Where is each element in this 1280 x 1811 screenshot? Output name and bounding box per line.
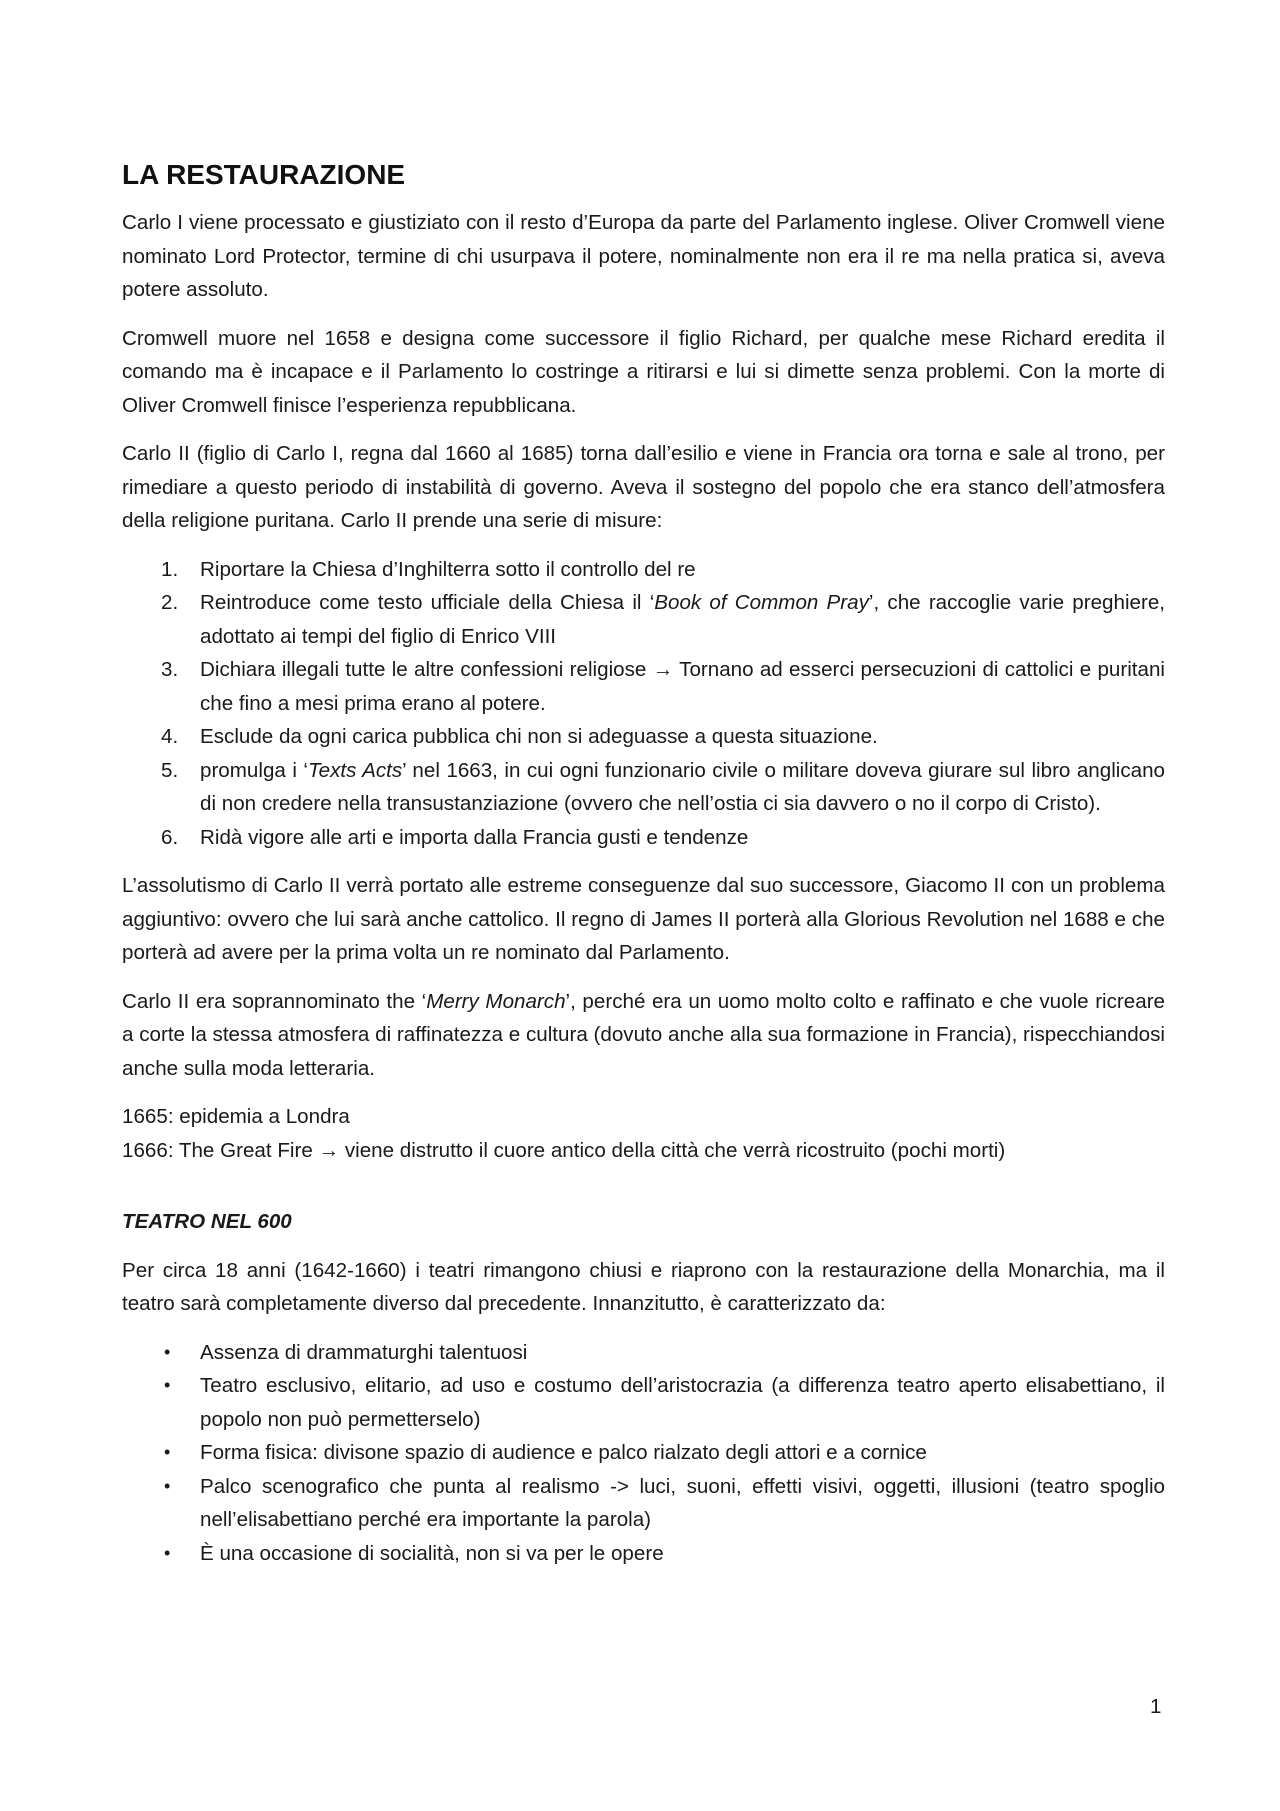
list-item-text: Teatro esclusivo, elitario, ad uso e costumo dell’aristocrazia (a differenza teatro aperto elisabettiano, il popolo non può permetterselo) [200,1374,1165,1431]
italic-title: Book of Common Pray [654,591,869,614]
list-item [122,586,1165,653]
bullet-icon: • [164,1542,171,1563]
list-item [122,1537,1165,1571]
list-item [122,1436,1165,1470]
bullet-icon: • [164,1475,171,1496]
date-line: 1665: epidemia a Londra [122,1105,350,1128]
list-item [122,1369,1165,1436]
list-item [122,553,1165,587]
list-number: 1. [161,557,179,581]
list-item [122,1336,1165,1370]
list-item-text: Forma fisica: divisone spazio di audience e palco rialzato degli attori e a cornice [200,1441,927,1464]
page-title: LA RESTAURAZIONE [122,159,406,190]
paragraph-absolutism: L’assolutismo di Carlo II verrà portato alle estreme conseguenze dal suo successore, Giacomo II con un problema aggiuntivo: ovvero che lui sarà anche cattolico. Il regno di James II porterà alla Glorious Revolution nel 1688 e che porterà ad avere per la prima volta un re nominato dal Parlamento. [122,874,1165,964]
list-number: 6. [161,825,179,849]
paragraph-cromwell-death: Cromwell muore nel 1658 e designa come successore il figlio Richard, per qualche mese Richard eredita il comando ma è incapace e il Parlamento lo costringe a ritirarsi e lui si dimette senza problemi. Con la morte di Oliver Cromwell finisce l’esperienza repubblicana. [122,326,1165,417]
list-item-text: ’ nel 1663, in cui ogni funzionario civile o militare doveva giurare sul libro anglicano di non credere nella transustanziazione (ovvero che nell’ostia ci sia davvero o no il corpo di Cristo). [200,758,1166,815]
bullet-icon: • [164,1442,171,1462]
paragraph-text: Carlo II era soprannominato the ‘ [122,989,427,1013]
list-item-text: Esclude da ogni carica pubblica chi non si adeguasse a questa situazione. [200,725,878,748]
list-item-text: Dichiara illegali tutte le altre confessioni religiose → Tornano ad esserci persecuzioni di cattolici e puritani che fino a mesi prima erano al potere. [200,658,1165,715]
section-heading-theatre: TEATRO NEL 600 [122,1210,292,1233]
italic-title: Merry Monarch [426,989,566,1013]
list-item [122,720,1165,754]
list-item-text: Palco scenografico che punta al realismo -> luci, suoni, effetti visivi, oggetti, illusioni (teatro spoglio nell’elisabettiano perché era importante la parola) [200,1474,1165,1531]
list-item-text: ’, che raccoglie varie preghiere, adottato ai tempi del figlio di Enrico VIII [200,591,1166,648]
paragraph-theatre-intro: Per circa 18 anni (1642-1660) i teatri rimangono chiusi e riaprono con la restaurazione della Monarchia, ma il teatro sarà completamente diverso dal precedente. Innanzitutto, è caratterizzato da: [122,1258,1165,1315]
list-item-text: Ridà vigore alle arti e importa dalla Francia gusti e tendenze [200,825,749,849]
list-item [122,754,1165,821]
list-item [122,821,1165,855]
list-number: 5. [161,758,179,782]
paragraph-merry-monarch [122,985,1165,1086]
list-number: 3. [161,658,179,681]
measures-list [122,553,1165,855]
bullet-icon: • [164,1341,171,1362]
list-item-text: Assenza di drammaturghi talentuosi [200,1340,528,1364]
list-item-text: È una occasione di socialità, non si va per le opere [200,1541,664,1565]
paragraph-cromwell-protector: Carlo I viene processato e giustiziato con il resto d’Europa da parte del Parlamento inglese. Oliver Cromwell viene nominato Lord Protector, termine di chi usurpava il potere, nominalmente non era il re ma nella pratica si, aveva potere assoluto. [122,211,1165,301]
document-page [122,155,1165,1585]
theatre-features-list [122,1336,1165,1571]
list-item-text: Riportare la Chiesa d’Inghilterra sotto il controllo del re [200,557,696,581]
dates-block [122,1100,1165,1167]
italic-title: Texts Acts [307,758,403,782]
paragraph-text: ’, perché era un uomo molto colto e raffinato e che vuole ricreare a corte la stessa atmosfera di raffinatezza e cultura (dovuto anche alla sua formazione in Francia), rispecchiandosi anche sulla moda letteraria. [122,989,1166,1080]
list-item-text: Reintroduce come testo ufficiale della Chiesa il ‘ [200,591,655,614]
list-number: 4. [161,725,179,748]
list-item [122,653,1165,720]
bullet-icon: • [164,1375,171,1395]
list-item-text: promulga i ‘ [200,758,308,782]
page-number: 1 [1150,1695,1162,1718]
date-line: 1666: The Great Fire → viene distrutto il cuore antico della città che verrà ricostruito (pochi morti) [122,1138,1006,1162]
list-item [122,1470,1165,1537]
paragraph-carlo-ii: Carlo II (figlio di Carlo I, regna dal 1660 al 1685) torna dall’esilio e viene in Francia ora torna e sale al trono, per rimediare a questo periodo di instabilità di governo. Aveva il sostegno del popolo che era stanco dell’atmosfera della religione puritana. Carlo II prende una serie di misure: [122,442,1165,532]
list-number: 2. [161,591,179,614]
